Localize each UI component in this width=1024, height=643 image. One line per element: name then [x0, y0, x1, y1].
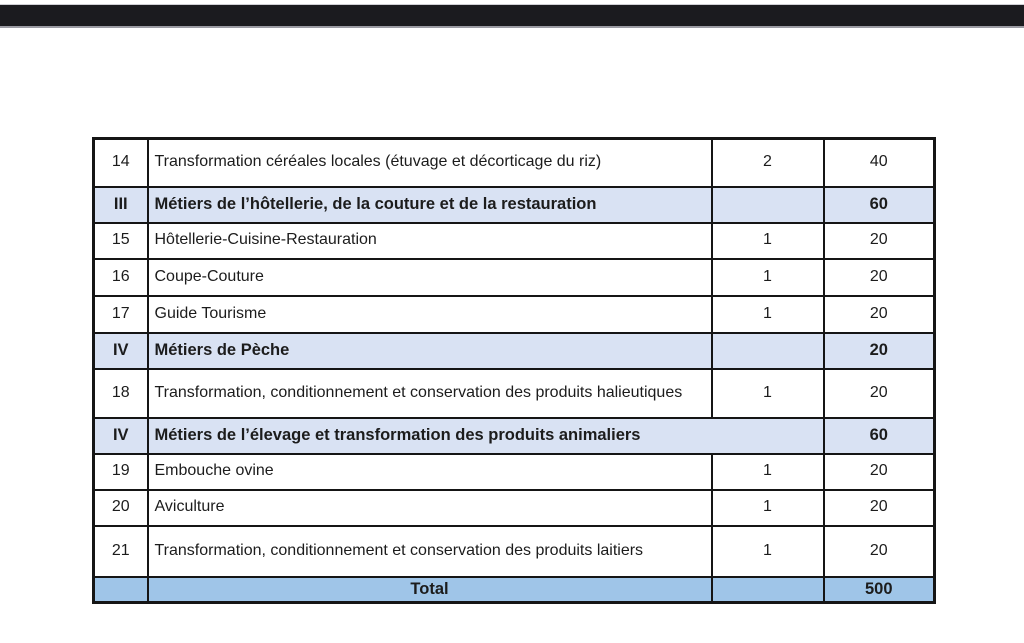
- row-total-cell: 20: [824, 454, 935, 490]
- table-row: [94, 139, 935, 187]
- total-label-cell: Total: [148, 577, 712, 603]
- row-count-cell: 1: [712, 223, 824, 259]
- row-count-cell: 1: [712, 369, 824, 418]
- top-black-bar: [0, 4, 1024, 28]
- row-total-cell: 20: [824, 333, 935, 369]
- row-count-cell: 2: [712, 139, 824, 187]
- training-programs-table: [92, 137, 936, 604]
- row-total-cell: 40: [824, 139, 935, 187]
- table-row: [94, 526, 935, 577]
- row-label-cell: Transformation céréales locales (étuvage et décorticage du riz): [148, 139, 712, 187]
- row-label-cell: Aviculture: [148, 490, 712, 526]
- row-total-cell: 20: [824, 526, 935, 577]
- row-label-cell: Métiers de l’hôtellerie, de la couture et de la restauration: [148, 187, 712, 223]
- table-row: [94, 369, 935, 418]
- row-count-cell: [712, 187, 824, 223]
- table-row: [94, 259, 935, 296]
- row-num-cell: 19: [94, 454, 148, 490]
- row-total-cell: 60: [824, 187, 935, 223]
- row-total-cell: 20: [824, 490, 935, 526]
- row-count-cell: [712, 577, 824, 603]
- table-row: [94, 454, 935, 490]
- row-num-cell: 20: [94, 490, 148, 526]
- table-row: [94, 223, 935, 259]
- row-total-cell: 20: [824, 259, 935, 296]
- row-count-cell: 1: [712, 526, 824, 577]
- row-count-cell: 1: [712, 490, 824, 526]
- row-num-cell: IV: [94, 333, 148, 369]
- row-count-cell: 1: [712, 454, 824, 490]
- row-label-cell: Coupe-Couture: [148, 259, 712, 296]
- section-row: [94, 418, 935, 454]
- row-num-cell: III: [94, 187, 148, 223]
- row-count-cell: 1: [712, 259, 824, 296]
- row-num-cell: 15: [94, 223, 148, 259]
- row-num-cell: 18: [94, 369, 148, 418]
- row-label-cell: Hôtellerie-Cuisine-Restauration: [148, 223, 712, 259]
- row-total-cell: 20: [824, 369, 935, 418]
- row-total-cell: 60: [824, 418, 935, 454]
- row-num-cell: 16: [94, 259, 148, 296]
- row-num-cell: 14: [94, 139, 148, 187]
- row-num-cell: [94, 577, 148, 603]
- row-label-cell: Transformation, conditionnement et conservation des produits laitiers: [148, 526, 712, 577]
- row-count-cell: [712, 333, 824, 369]
- total-row: [94, 577, 935, 603]
- row-num-cell: 21: [94, 526, 148, 577]
- row-label-cell: Transformation, conditionnement et conservation des produits halieutiques: [148, 369, 712, 418]
- row-num-cell: IV: [94, 418, 148, 454]
- row-label-cell: Guide Tourisme: [148, 296, 712, 333]
- row-num-cell: 17: [94, 296, 148, 333]
- row-label-cell: Métiers de l’élevage et transformation des produits animaliers: [148, 418, 824, 454]
- row-total-cell: 20: [824, 296, 935, 333]
- table-row: [94, 490, 935, 526]
- row-label-cell: Embouche ovine: [148, 454, 712, 490]
- section-row: [94, 187, 935, 223]
- section-row: [94, 333, 935, 369]
- row-total-cell: 20: [824, 223, 935, 259]
- document-page: [0, 28, 1024, 604]
- row-count-cell: 1: [712, 296, 824, 333]
- table-row: [94, 296, 935, 333]
- row-label-cell: Métiers de Pèche: [148, 333, 712, 369]
- total-value-cell: 500: [824, 577, 935, 603]
